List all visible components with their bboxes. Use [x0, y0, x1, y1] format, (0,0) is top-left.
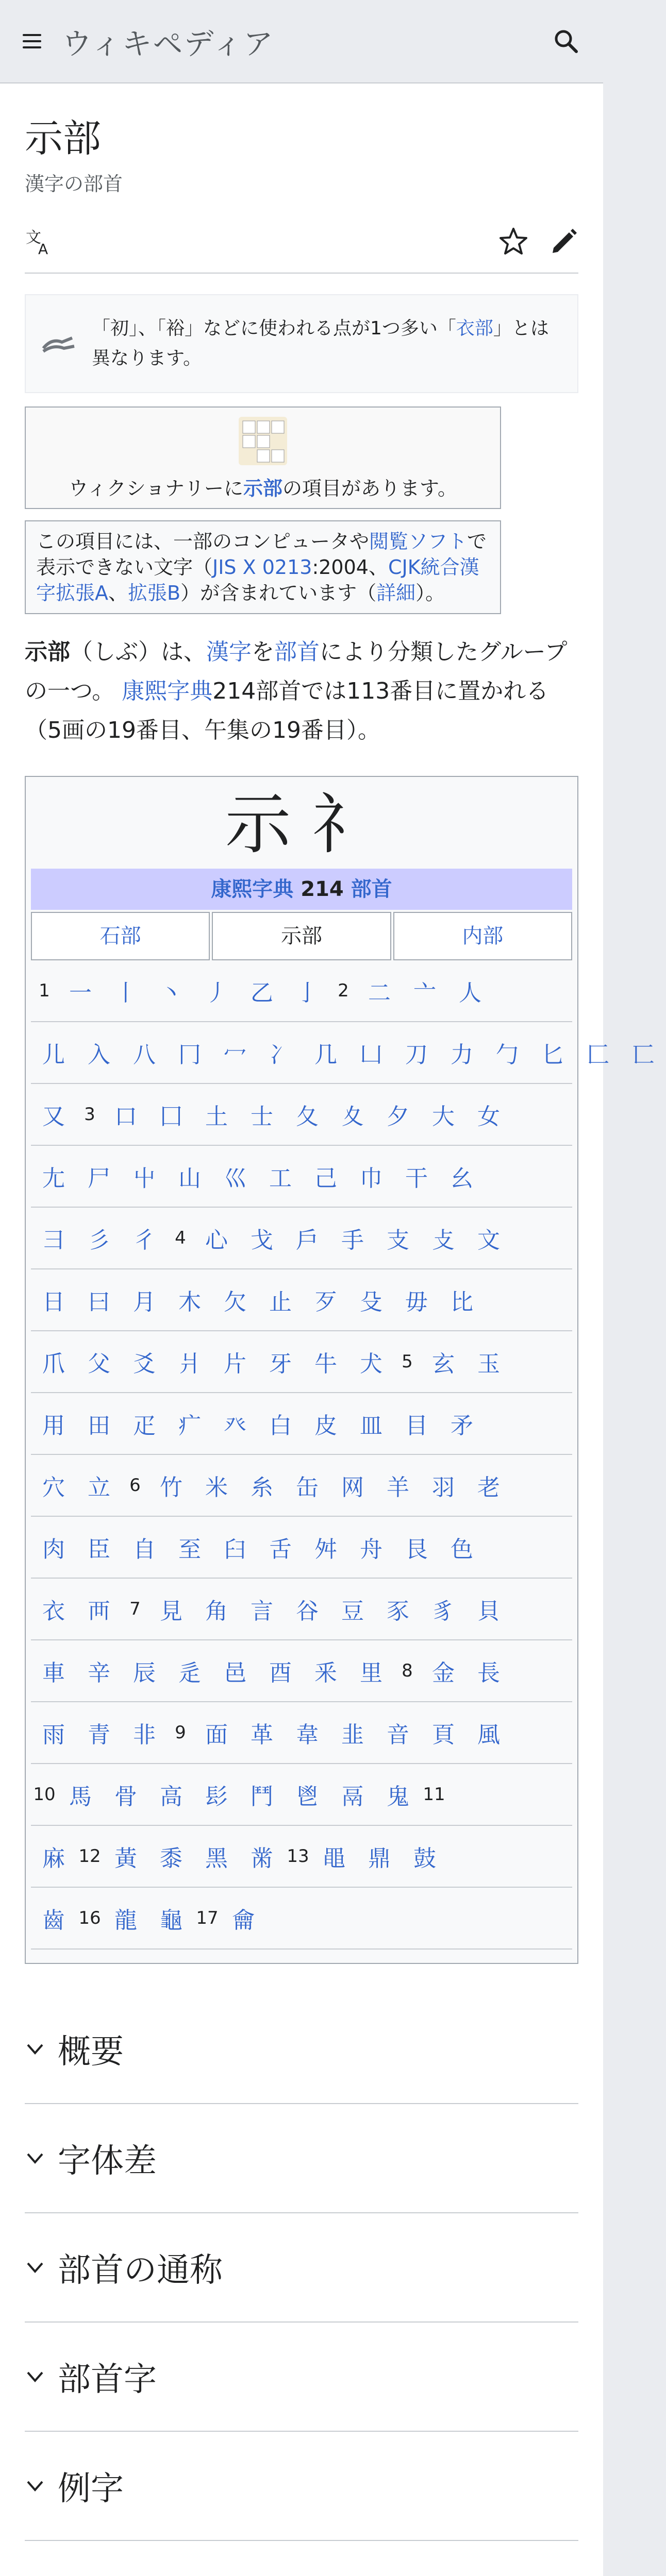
radical-link[interactable]: 臼 [224, 1536, 246, 1563]
radical-link[interactable]: 疋 [133, 1413, 156, 1439]
radical-link[interactable]: 匸 [632, 1042, 655, 1068]
stroke-count-label: 11 [423, 1784, 445, 1805]
radical-link[interactable]: 牛 [314, 1351, 337, 1377]
language-icon[interactable] [25, 226, 56, 257]
radical-row [31, 1640, 572, 1702]
radical-grid [31, 960, 655, 1950]
radical-link[interactable]: 爻 [133, 1351, 156, 1377]
section-title: 例字 [58, 2470, 124, 2508]
charnote-text: 、 [108, 582, 128, 604]
radical-link[interactable]: 皮 [314, 1413, 337, 1439]
radical-link[interactable]: 貝 [477, 1598, 500, 1624]
radical-link[interactable]: 角 [205, 1598, 228, 1624]
radical-link[interactable]: 羽 [432, 1475, 455, 1501]
radical-link[interactable]: 缶 [296, 1475, 319, 1501]
character-notice [25, 520, 501, 614]
radical-row [31, 1084, 572, 1146]
radical-link[interactable]: 革 [251, 1722, 273, 1748]
radical-link[interactable]: 骨 [114, 1784, 137, 1810]
radical-link[interactable]: 龜 [160, 1907, 182, 1934]
charnote-text: ）が含まれています（ [180, 582, 377, 604]
kangxi-post: 部首 [343, 877, 392, 901]
page-title: 示部 [25, 116, 101, 161]
chevron-down-icon [25, 2039, 45, 2059]
radical-link[interactable]: 日 [42, 1289, 65, 1315]
radical-link[interactable]: 音 [387, 1722, 409, 1748]
radical-link[interactable]: 爿 [178, 1351, 201, 1377]
radical-link[interactable]: 月 [133, 1289, 156, 1315]
radical-link[interactable]: 父 [88, 1351, 110, 1377]
section-header[interactable] [25, 2104, 578, 2213]
stroke-count-label: 1 [39, 980, 50, 1001]
radical-link[interactable]: 巛 [224, 1165, 246, 1192]
edit-pencil-icon[interactable] [547, 226, 578, 257]
radical-link[interactable]: 癶 [224, 1413, 246, 1439]
radical-row [31, 1579, 572, 1640]
stroke-count-label: 8 [402, 1660, 413, 1681]
radical-link[interactable]: 凵 [360, 1042, 382, 1068]
page-actions [25, 211, 578, 274]
radical-link[interactable]: 玄 [432, 1351, 455, 1377]
radical-row [31, 1517, 572, 1579]
wiktionary-post: の項目があります。 [282, 477, 457, 500]
section-title [58, 2571, 124, 2576]
radical-link[interactable]: 穴 [42, 1475, 65, 1501]
radical-row [31, 1764, 572, 1826]
radical-link[interactable]: 大 [432, 1104, 455, 1130]
radical-link[interactable]: 青 [88, 1722, 110, 1748]
radical-link[interactable]: 鬼 [387, 1784, 409, 1810]
stroke-count-label: 17 [196, 1908, 219, 1928]
radical-link[interactable]: 攴 [432, 1227, 455, 1253]
chevron-down-icon [25, 2476, 45, 2496]
stroke-count-label: 3 [84, 1104, 95, 1125]
radical-row [31, 1146, 572, 1208]
radical-link[interactable]: 彳 [133, 1227, 156, 1253]
chevron-down-icon [25, 2257, 45, 2278]
cjk-ext-a-link[interactable]: CJK統合漢字拡張A [36, 556, 479, 604]
hatnote-post: 」とは異なります。 [92, 318, 549, 369]
radical-link[interactable]: 襾 [88, 1598, 110, 1624]
radical-link[interactable]: 長 [477, 1660, 500, 1686]
radical-link[interactable]: 鬥 [251, 1784, 273, 1810]
radical-link[interactable]: 欠 [224, 1289, 246, 1315]
radical-navbox [25, 776, 655, 1964]
radical-link[interactable]: 戈 [251, 1227, 273, 1253]
title-block [0, 83, 603, 196]
radical-link[interactable]: 爪 [42, 1351, 65, 1377]
radical-link[interactable]: 匚 [587, 1042, 609, 1068]
chevron-down-icon [25, 2148, 45, 2168]
radical-link[interactable]: 刀 [405, 1042, 428, 1068]
radical-link[interactable]: 冂 [178, 1042, 201, 1068]
lead-text: により分類したグループの一つ。 [25, 639, 568, 704]
radical-link[interactable]: 鬲 [341, 1784, 364, 1810]
menu-icon[interactable] [23, 34, 41, 48]
kangxi-pre: 康熙字典 [211, 877, 301, 901]
radical-link[interactable]: 毋 [405, 1289, 428, 1315]
current-radical: 示部 [212, 912, 391, 960]
stroke-count-label: 5 [402, 1351, 413, 1372]
kangxi-link[interactable]: 康熙字典 [122, 678, 213, 704]
radical-link[interactable]: 齒 [42, 1907, 65, 1934]
radical-link[interactable]: 士 [251, 1104, 273, 1130]
radical-link[interactable]: 人 [459, 980, 481, 1006]
lead-text: （しぶ）は、 [70, 639, 206, 665]
radical-link[interactable]: 歹 [314, 1289, 337, 1315]
site-logo[interactable]: ウィキペディア [62, 26, 274, 61]
radical-link[interactable]: 雨 [42, 1722, 65, 1748]
wiktionary-box [25, 406, 501, 509]
radical-link[interactable]: 舟 [360, 1536, 382, 1563]
radical-link[interactable]: 白 [269, 1413, 292, 1439]
radical-link[interactable]: 殳 [360, 1289, 382, 1315]
charnote-text: ）。 [415, 582, 445, 604]
search-icon[interactable] [552, 27, 580, 56]
radical-link[interactable]: 彡 [88, 1227, 110, 1253]
radical-link[interactable]: 片 [224, 1351, 246, 1377]
disambig-icon [41, 331, 77, 357]
prev-radical-link[interactable]: 石部 [31, 912, 210, 960]
radical-link[interactable]: 邑 [224, 1660, 246, 1686]
radical-link[interactable]: 龠 [232, 1907, 255, 1934]
stroke-count-label: 6 [129, 1475, 141, 1496]
section-header[interactable] [25, 1995, 578, 2104]
radical-link[interactable]: 手 [341, 1227, 364, 1253]
radical-glyph: 示 礻 [225, 786, 378, 863]
wiktionary-link[interactable]: 示部 [243, 477, 282, 500]
section-title: 部首の通称 [58, 2251, 223, 2290]
lead-text: を [252, 639, 274, 665]
radical-link[interactable]: 衣 [42, 1598, 65, 1624]
section-header[interactable] [25, 2323, 578, 2432]
radical-link[interactable]: 色 [451, 1536, 473, 1563]
lead-text: 214部首では113番目に置かれる（5画の19番目、午集の19番目）。 [25, 678, 549, 743]
radical-link[interactable]: 心 [205, 1227, 228, 1253]
radical-row [31, 1208, 572, 1269]
radical-link[interactable]: 黍 [160, 1845, 182, 1872]
radical-link[interactable]: 己 [314, 1165, 337, 1192]
radical-link[interactable]: 巾 [360, 1165, 382, 1192]
radical-row [31, 960, 572, 1022]
radical-link[interactable]: 鬯 [296, 1784, 319, 1810]
watch-star-icon[interactable] [498, 226, 529, 257]
stroke-count-label: 10 [33, 1784, 56, 1805]
radical-link[interactable]: 又 [42, 1104, 65, 1130]
radical-link[interactable]: 麻 [42, 1845, 65, 1872]
radical-link[interactable]: 黽 [323, 1845, 345, 1872]
radical-link[interactable]: 田 [88, 1413, 110, 1439]
radical-link[interactable]: 屮 [133, 1165, 156, 1192]
chevron-down-icon [25, 2366, 45, 2387]
radical-link[interactable]: 豸 [432, 1598, 455, 1624]
radical-nav [31, 912, 572, 960]
radical-row [31, 1455, 572, 1517]
radical-link[interactable]: 羊 [387, 1475, 409, 1501]
hatnote-link[interactable]: 衣部 [456, 318, 493, 339]
radical-link[interactable]: 目 [405, 1413, 428, 1439]
hatnote-text [92, 314, 562, 374]
radical-link[interactable]: 黹 [251, 1845, 273, 1872]
section-title: 概要 [58, 2033, 124, 2071]
radical-link[interactable]: 力 [451, 1042, 473, 1068]
stroke-count-label: 12 [78, 1846, 101, 1867]
stroke-count-label: 2 [338, 980, 349, 1001]
radical-link[interactable]: 儿 [42, 1042, 65, 1068]
radical-link[interactable]: 自 [133, 1536, 156, 1563]
svg-text:A: A [38, 241, 48, 258]
radical-link[interactable]: 龍 [114, 1907, 137, 1934]
section-header[interactable] [25, 2213, 578, 2323]
section-header[interactable] [25, 2541, 578, 2576]
radical-link[interactable]: 車 [42, 1660, 65, 1686]
radical-link[interactable]: 二 [368, 980, 391, 1006]
radical-link[interactable]: 比 [451, 1289, 473, 1315]
stroke-count-label: 16 [78, 1908, 101, 1928]
stroke-count-label: 13 [287, 1846, 309, 1867]
radical-link[interactable]: 牙 [269, 1351, 292, 1377]
radical-link[interactable]: 几 [314, 1042, 337, 1068]
radical-link[interactable]: 面 [205, 1722, 228, 1748]
radical-link[interactable]: 口 [114, 1104, 137, 1130]
radical-link[interactable]: 高 [160, 1784, 182, 1810]
radical-link[interactable]: 肉 [42, 1536, 65, 1563]
section-header[interactable] [25, 2432, 578, 2541]
kangxi-bar[interactable] [31, 869, 572, 910]
radical-link[interactable]: 金 [432, 1660, 455, 1686]
radical-link[interactable]: 見 [160, 1598, 182, 1624]
radical-link[interactable]: 土 [205, 1104, 228, 1130]
radical-row [31, 1888, 572, 1950]
radical-link[interactable]: 里 [360, 1660, 382, 1686]
section-title: 字体差 [58, 2142, 157, 2180]
radical-link[interactable]: 酉 [269, 1660, 292, 1686]
radical-link[interactable]: 米 [205, 1475, 228, 1501]
radical-link[interactable]: 干 [405, 1165, 428, 1192]
radical-link[interactable]: 工 [269, 1165, 292, 1192]
charnote-text: この項目には、一部のコンピュータや [36, 530, 370, 553]
radical-link[interactable]: 丶 [160, 980, 182, 1006]
radical-link[interactable]: 至 [178, 1536, 201, 1563]
radical-link[interactable]: 風 [477, 1722, 500, 1748]
radical-link[interactable]: 匕 [541, 1042, 564, 1068]
radical-link[interactable]: 馬 [69, 1784, 92, 1810]
svg-text:文: 文 [26, 229, 41, 247]
radical-link[interactable]: 鼎 [368, 1845, 391, 1872]
page-subtitle: 漢字の部首 [25, 173, 123, 195]
radical-link[interactable]: 立 [88, 1475, 110, 1501]
radical-link[interactable]: 鼓 [413, 1845, 436, 1872]
radical-link[interactable]: 夊 [341, 1104, 364, 1130]
radical-link[interactable]: 釆 [314, 1660, 337, 1686]
kangxi-num: 214 [301, 877, 344, 901]
details-link[interactable]: 詳細 [376, 582, 416, 604]
radical-link[interactable]: 彐 [42, 1227, 65, 1253]
radical-link[interactable]: 疒 [178, 1413, 201, 1439]
radical-link[interactable]: 夂 [296, 1104, 319, 1130]
radical-link[interactable]: 辛 [88, 1660, 110, 1686]
stroke-count-label: 7 [129, 1599, 141, 1619]
radical-link[interactable]: 曰 [88, 1289, 110, 1315]
radical-row [31, 1331, 572, 1393]
stroke-count-label: 9 [175, 1722, 186, 1743]
radical-link[interactable]: 竹 [160, 1475, 182, 1501]
radical-link[interactable]: 尢 [42, 1165, 65, 1192]
wiktionary-logo-icon [236, 414, 290, 468]
radical-link[interactable]: 文 [477, 1227, 500, 1253]
radical-link[interactable]: 一 [69, 980, 92, 1006]
radical-link[interactable]: 非 [133, 1722, 156, 1748]
radical-link[interactable]: 冫 [269, 1042, 292, 1068]
radical-link[interactable]: 臣 [88, 1536, 110, 1563]
charnote-text: :2004、 [312, 556, 388, 579]
next-radical-link[interactable]: 内部 [393, 912, 572, 960]
site-header [0, 0, 603, 83]
radical-link[interactable]: 亠 [413, 980, 436, 1006]
radical-link[interactable]: 老 [477, 1475, 500, 1501]
kanji-link[interactable]: 漢字 [206, 639, 252, 665]
radical-row [31, 1393, 572, 1455]
radical-link[interactable]: 黑 [205, 1845, 228, 1872]
lead-bold-term: 示部 [25, 639, 70, 665]
radical-link[interactable]: 乙 [251, 980, 273, 1006]
radical-link[interactable]: 辰 [133, 1660, 156, 1686]
radical-link[interactable]: 皿 [360, 1413, 382, 1439]
radical-link[interactable]: 支 [387, 1227, 409, 1253]
radical-link[interactable]: 矛 [451, 1413, 473, 1439]
radical-link[interactable]: 言 [251, 1598, 273, 1624]
radical-row [31, 1269, 572, 1331]
radical-link[interactable]: 丨 [114, 980, 137, 1006]
radical-link[interactable]: 舛 [314, 1536, 337, 1563]
jis-link[interactable]: JIS X 0213 [212, 556, 312, 579]
radical-link[interactable]: 幺 [451, 1165, 473, 1192]
section-title: 部首字 [58, 2361, 157, 2399]
radical-link[interactable]: 入 [88, 1042, 110, 1068]
hatnote-pre: 「初」、「裕」などに使われる点が1つ多い「 [92, 318, 456, 339]
radical-link[interactable]: 亅 [296, 980, 319, 1006]
radical-link[interactable]: 止 [269, 1289, 292, 1315]
radical-link[interactable]: 冖 [224, 1042, 246, 1068]
radical-link[interactable]: 髟 [205, 1784, 228, 1810]
radical-link[interactable]: 用 [42, 1413, 65, 1439]
radical-link[interactable]: 豕 [387, 1598, 409, 1624]
radical-row [31, 1826, 572, 1888]
radical-link[interactable]: 韭 [341, 1722, 364, 1748]
ext-b-link[interactable]: 拡張B [128, 582, 181, 604]
radical-row [31, 1702, 572, 1764]
lead-paragraph [25, 633, 578, 750]
radical-link[interactable]: 勹 [496, 1042, 519, 1068]
radical-link[interactable]: 辵 [178, 1660, 201, 1686]
radical-link[interactable]: 韋 [296, 1722, 319, 1748]
radical-link[interactable]: 网 [341, 1475, 364, 1501]
radical-link[interactable]: 艮 [405, 1536, 428, 1563]
radical-link[interactable]: 谷 [296, 1598, 319, 1624]
radical-link[interactable]: 山 [178, 1165, 201, 1192]
hatnote [25, 294, 578, 393]
radical-link[interactable]: 夕 [387, 1104, 409, 1130]
radical-link[interactable]: 犬 [360, 1351, 382, 1377]
radical-link[interactable]: 戶 [296, 1227, 319, 1253]
radical-link[interactable]: 丿 [205, 980, 228, 1006]
radical-link[interactable]: 木 [178, 1289, 201, 1315]
charnote-text: で表示できない文字（ [36, 530, 487, 579]
radical-link[interactable]: 玉 [477, 1351, 500, 1377]
stroke-count-label: 4 [175, 1228, 186, 1248]
browser-link[interactable]: 閲覧ソフト [369, 530, 468, 553]
radical-link[interactable]: 尸 [88, 1165, 110, 1192]
radical-row [31, 1022, 655, 1084]
radical-link[interactable]: 舌 [269, 1536, 292, 1563]
wiktionary-pre: ウィクショナリーに [69, 477, 243, 500]
radical-link[interactable]: 豆 [341, 1598, 364, 1624]
radical-link[interactable]: 頁 [432, 1722, 455, 1748]
radical-link[interactable]: 八 [133, 1042, 156, 1068]
radical-link[interactable]: 女 [477, 1104, 500, 1130]
radical-link[interactable]: 黃 [114, 1845, 137, 1872]
radical-link[interactable]: 糸 [251, 1475, 273, 1501]
section-list [0, 1995, 603, 2576]
radical-link[interactable]: 部首 [274, 639, 320, 665]
radical-link[interactable]: 囗 [160, 1104, 182, 1130]
